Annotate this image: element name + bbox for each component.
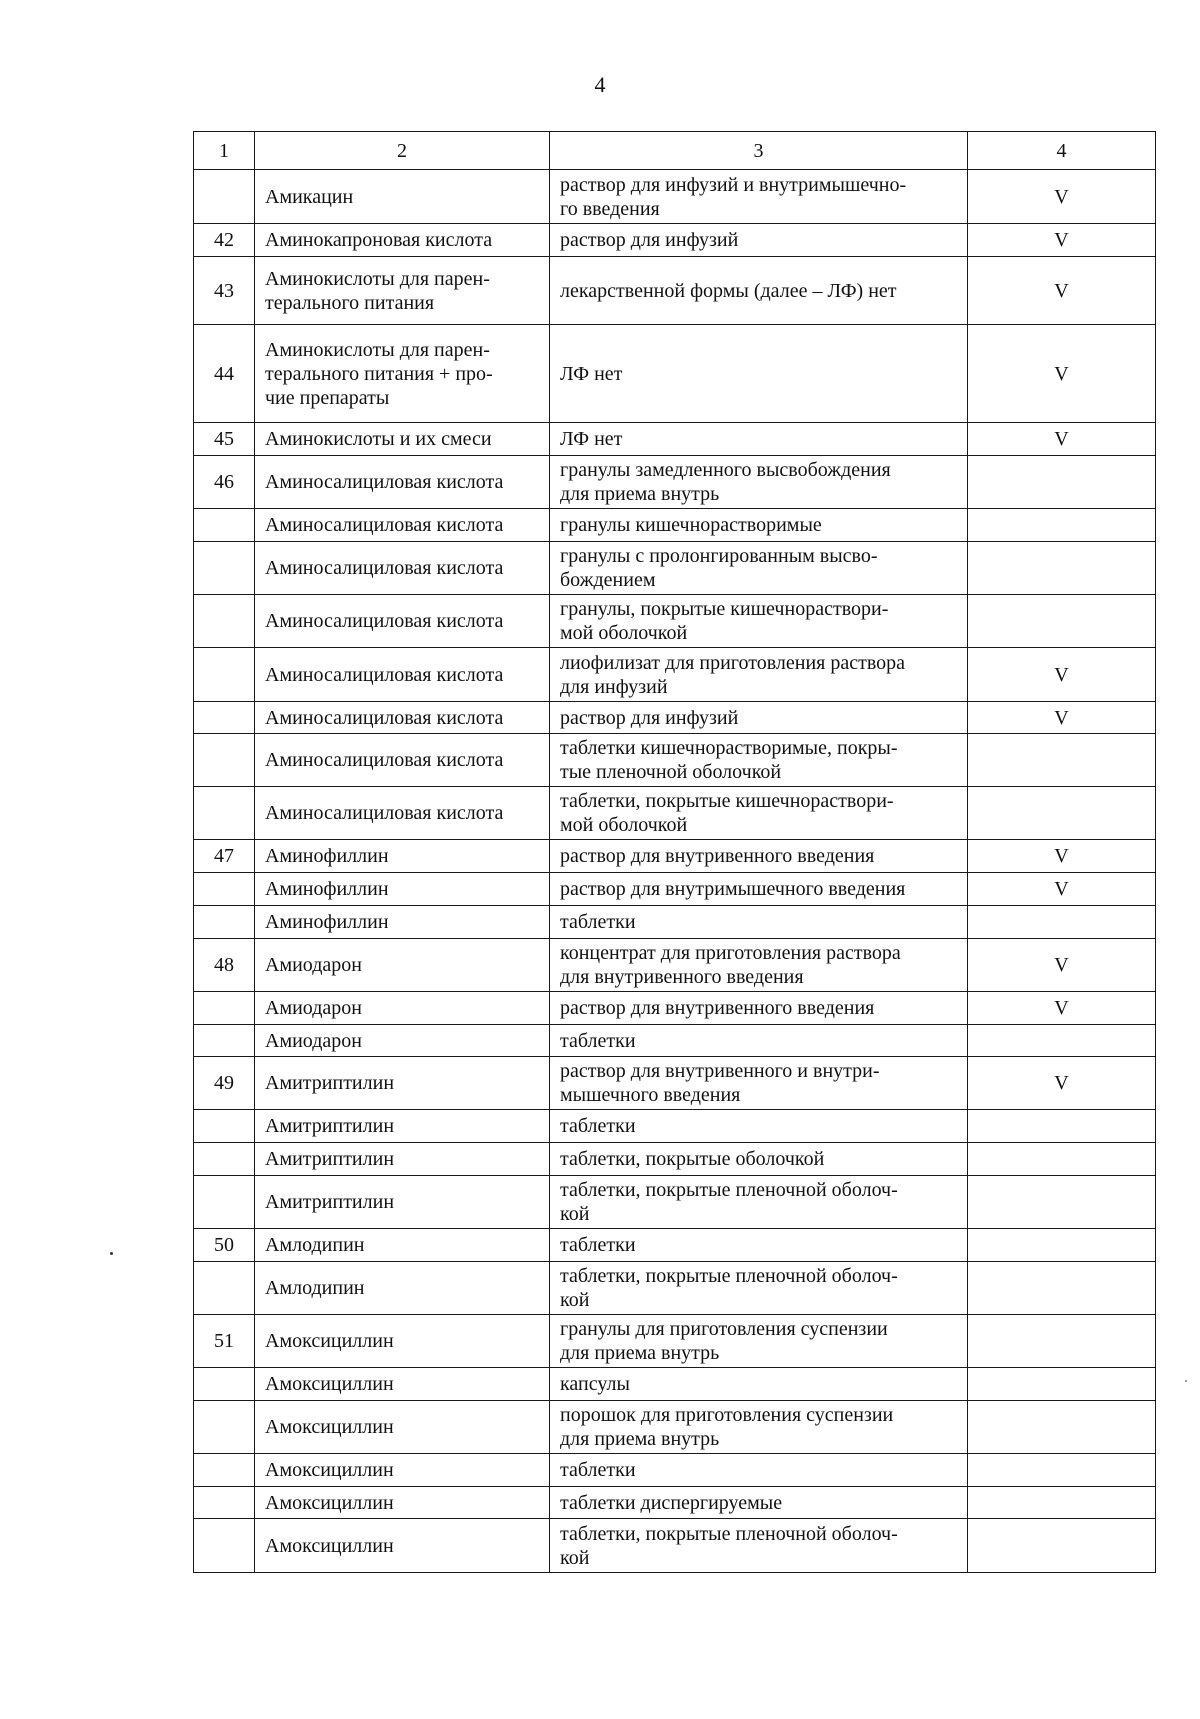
dosage-form: ЛФ нет [550, 325, 968, 423]
row-number: 50 [194, 1229, 255, 1262]
drug-name: Амоксициллин [255, 1519, 550, 1573]
table-row [194, 325, 1156, 423]
row-number: 48 [194, 939, 255, 992]
table-row [194, 992, 1156, 1025]
table-row [194, 1315, 1156, 1368]
table-row [194, 542, 1156, 595]
inclusion-mark [968, 1487, 1156, 1519]
drug-name: Амлодипин [255, 1262, 550, 1315]
dosage-form: гранулы с пролонгированным высво- бождением [550, 542, 968, 595]
row-number: 49 [194, 1057, 255, 1110]
column-header-2: 2 [255, 132, 550, 170]
row-number [194, 992, 255, 1025]
table-row [194, 170, 1156, 224]
inclusion-mark [968, 1401, 1156, 1454]
row-number [194, 1262, 255, 1315]
dosage-form: гранулы замедленного высвобождения для приема внутрь [550, 456, 968, 509]
table-row [194, 1229, 1156, 1262]
inclusion-mark: V [968, 648, 1156, 702]
inclusion-mark [968, 509, 1156, 542]
inclusion-mark [968, 906, 1156, 939]
drug-name: Амитриптилин [255, 1143, 550, 1176]
table-row [194, 840, 1156, 873]
drug-name: Амитриптилин [255, 1110, 550, 1143]
inclusion-mark [968, 787, 1156, 840]
inclusion-mark [968, 1262, 1156, 1315]
inclusion-mark [968, 1176, 1156, 1229]
row-number: 45 [194, 423, 255, 456]
dosage-form: порошок для приготовления суспензии для приема внутрь [550, 1401, 968, 1454]
row-number [194, 170, 255, 224]
inclusion-mark [968, 1143, 1156, 1176]
dosage-form: таблетки, покрытые пленочной оболоч- кой [550, 1262, 968, 1315]
inclusion-mark: V [968, 939, 1156, 992]
inclusion-mark [968, 1454, 1156, 1487]
inclusion-mark [968, 1229, 1156, 1262]
dosage-form: раствор для внутривенного введения [550, 840, 968, 873]
table-row [194, 1262, 1156, 1315]
drug-name: Аминофиллин [255, 906, 550, 939]
dosage-form: таблетки, покрытые пленочной оболоч- кой [550, 1519, 968, 1573]
table-row [194, 1519, 1156, 1573]
inclusion-mark: V [968, 423, 1156, 456]
row-number [194, 734, 255, 787]
row-number: 46 [194, 456, 255, 509]
row-number [194, 595, 255, 648]
table-row [194, 509, 1156, 542]
drug-name: Аминосалициловая кислота [255, 456, 550, 509]
drug-name: Амиодарон [255, 992, 550, 1025]
dosage-form: таблетки [550, 1025, 968, 1057]
row-number [194, 1143, 255, 1176]
row-number [194, 702, 255, 734]
table-row [194, 1110, 1156, 1143]
row-number: 43 [194, 257, 255, 325]
drug-name: Аминосалициловая кислота [255, 542, 550, 595]
inclusion-mark: V [968, 224, 1156, 257]
row-number [194, 648, 255, 702]
dosage-form: гранулы, покрытые кишечнораствори- мой оболочкой [550, 595, 968, 648]
row-number: 51 [194, 1315, 255, 1368]
drug-name: Амлодипин [255, 1229, 550, 1262]
drug-name: Амоксициллин [255, 1487, 550, 1519]
inclusion-mark: V [968, 170, 1156, 224]
table-row [194, 224, 1156, 257]
dosage-form: концентрат для приготовления раствора для внутривенного введения [550, 939, 968, 992]
dosage-form: раствор для инфузий [550, 702, 968, 734]
table-row [194, 423, 1156, 456]
dosage-form: раствор для инфузий и внутримышечно- го введения [550, 170, 968, 224]
row-number [194, 542, 255, 595]
row-number [194, 1110, 255, 1143]
table-row [194, 1368, 1156, 1401]
drug-name: Аминосалициловая кислота [255, 595, 550, 648]
inclusion-mark: V [968, 325, 1156, 423]
table-row [194, 906, 1156, 939]
drug-list-table [193, 131, 1156, 1573]
dosage-form: раствор для внутривенного и внутри- мышечного введения [550, 1057, 968, 1110]
row-number: 47 [194, 840, 255, 873]
table-row [194, 1025, 1156, 1057]
dosage-form: раствор для внутривенного введения [550, 992, 968, 1025]
inclusion-mark [968, 595, 1156, 648]
row-number [194, 1176, 255, 1229]
inclusion-mark [968, 1368, 1156, 1401]
row-number [194, 509, 255, 542]
row-number: 44 [194, 325, 255, 423]
dosage-form: таблетки [550, 1110, 968, 1143]
row-number: 42 [194, 224, 255, 257]
drug-name: Аминокислоты и их смеси [255, 423, 550, 456]
row-number [194, 906, 255, 939]
dosage-form: таблетки диспергируемые [550, 1487, 968, 1519]
drug-name: Амитриптилин [255, 1057, 550, 1110]
dosage-form: раствор для инфузий [550, 224, 968, 257]
drug-name: Амоксициллин [255, 1368, 550, 1401]
inclusion-mark [968, 1110, 1156, 1143]
drug-name: Амитриптилин [255, 1176, 550, 1229]
drug-name: Амиодарон [255, 939, 550, 992]
dosage-form: ЛФ нет [550, 423, 968, 456]
drug-name: Амиодарон [255, 1025, 550, 1057]
row-number [194, 1401, 255, 1454]
table-body [194, 170, 1156, 1573]
table-row [194, 1401, 1156, 1454]
inclusion-mark: V [968, 873, 1156, 906]
drug-name: Аминосалициловая кислота [255, 734, 550, 787]
dosage-form: гранулы кишечнорастворимые [550, 509, 968, 542]
drug-name: Аминосалициловая кислота [255, 702, 550, 734]
drug-name: Аминокислоты для парен- терального питания + про- чие препараты [255, 325, 550, 423]
drug-name: Амикацин [255, 170, 550, 224]
dosage-form: таблетки, покрытые оболочкой [550, 1143, 968, 1176]
table-row [194, 648, 1156, 702]
table-row [194, 702, 1156, 734]
inclusion-mark [968, 1025, 1156, 1057]
row-number [194, 1454, 255, 1487]
table-header-row [194, 132, 1156, 170]
table-row [194, 1057, 1156, 1110]
column-header-1: 1 [194, 132, 255, 170]
row-number [194, 787, 255, 840]
dosage-form: таблетки [550, 906, 968, 939]
inclusion-mark [968, 734, 1156, 787]
scan-speck [110, 1252, 113, 1255]
table-row [194, 595, 1156, 648]
drug-name: Амоксициллин [255, 1454, 550, 1487]
inclusion-mark: V [968, 992, 1156, 1025]
dosage-form: таблетки, покрытые пленочной оболоч- кой [550, 1176, 968, 1229]
page-number: 4 [594, 72, 606, 97]
row-number [194, 1368, 255, 1401]
column-header-3: 3 [550, 132, 968, 170]
drug-name: Аминокапроновая кислота [255, 224, 550, 257]
table-row [194, 734, 1156, 787]
table-row [194, 257, 1156, 325]
table-row [194, 456, 1156, 509]
dosage-form: раствор для внутримышечного введения [550, 873, 968, 906]
row-number [194, 1519, 255, 1573]
row-number [194, 873, 255, 906]
drug-name: Амоксициллин [255, 1401, 550, 1454]
drug-name: Аминосалициловая кислота [255, 787, 550, 840]
inclusion-mark: V [968, 702, 1156, 734]
inclusion-mark: V [968, 257, 1156, 325]
row-number [194, 1025, 255, 1057]
inclusion-mark [968, 456, 1156, 509]
inclusion-mark [968, 1519, 1156, 1573]
table-row [194, 787, 1156, 840]
inclusion-mark: V [968, 840, 1156, 873]
drug-name: Аминофиллин [255, 873, 550, 906]
drug-name: Аминосалициловая кислота [255, 648, 550, 702]
inclusion-mark: V [968, 1057, 1156, 1110]
scan-speck [1185, 1380, 1187, 1382]
table-row [194, 1176, 1156, 1229]
inclusion-mark [968, 542, 1156, 595]
drug-name: Аминосалициловая кислота [255, 509, 550, 542]
drug-name: Амоксициллин [255, 1315, 550, 1368]
table-row [194, 1487, 1156, 1519]
table-row [194, 1454, 1156, 1487]
drug-name: Аминокислоты для парен- терального питания [255, 257, 550, 325]
dosage-form: лекарственной формы (далее – ЛФ) нет [550, 257, 968, 325]
dosage-form: таблетки, покрытые кишечнораствори- мой оболочкой [550, 787, 968, 840]
table-row [194, 873, 1156, 906]
inclusion-mark [968, 1315, 1156, 1368]
table-row [194, 939, 1156, 992]
dosage-form: лиофилизат для приготовления раствора для инфузий [550, 648, 968, 702]
drug-name: Аминофиллин [255, 840, 550, 873]
row-number [194, 1487, 255, 1519]
dosage-form: таблетки [550, 1229, 968, 1262]
dosage-form: таблетки [550, 1454, 968, 1487]
column-header-4: 4 [968, 132, 1156, 170]
dosage-form: таблетки кишечнорастворимые, покры- тые пленочной оболочкой [550, 734, 968, 787]
dosage-form: гранулы для приготовления суспензии для приема внутрь [550, 1315, 968, 1368]
dosage-form: капсулы [550, 1368, 968, 1401]
table-row [194, 1143, 1156, 1176]
